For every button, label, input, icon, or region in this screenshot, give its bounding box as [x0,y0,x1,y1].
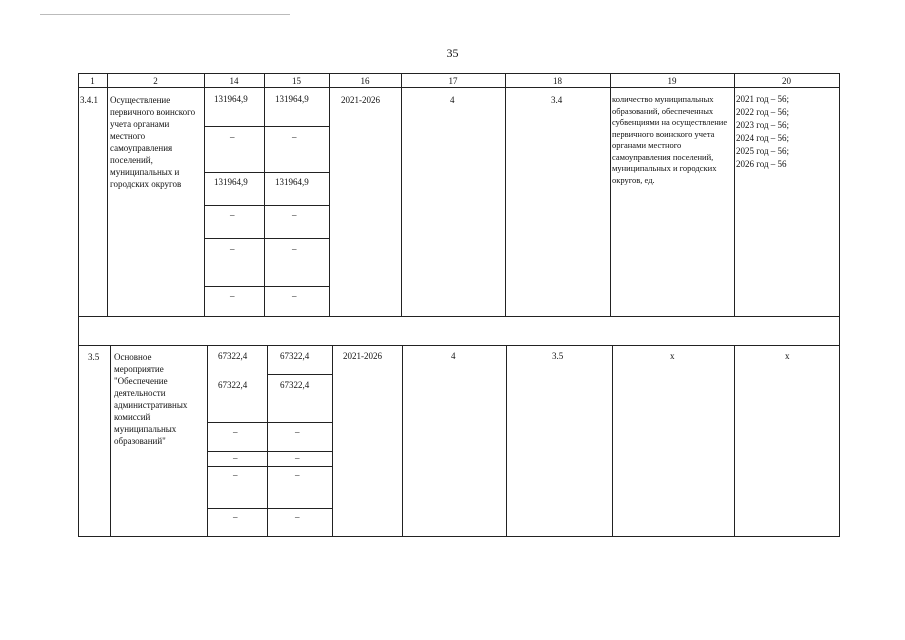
value-line: 2023 год – 56; [736,120,790,130]
col14-value: 131964,9 [214,94,248,104]
header-cell: 1 [90,76,95,86]
col14-value: – [230,291,235,301]
col-divider [612,345,613,537]
subrow-line [204,172,330,173]
col14-value: – [233,427,238,437]
col15-value: – [295,453,300,463]
col18-value: 3.5 [552,351,564,361]
col-divider [401,73,402,317]
col18-value: 3.4 [551,95,563,105]
col-divider [107,73,108,317]
value-line: 2024 год – 56; [736,133,790,143]
header-cell: 2 [153,76,158,86]
header-cell: 17 [448,76,458,86]
col14-value: – [230,210,235,220]
col14-value: 131964,9 [214,177,248,187]
row-name: Осуществление первичного воинского учета органами местного самоуправления поселений, муниципальных и городских округов [110,95,196,189]
col-divider [734,73,735,317]
col-divider [734,345,735,537]
col14-value: 67322,4 [218,351,248,361]
col15-value: 67322,4 [280,351,310,361]
row-id: 3.4.1 [80,95,98,105]
col14-value: 67322,4 [218,380,248,390]
subrow-line [204,205,330,206]
indicator-text: количество муниципальных образований, обеспеченных субвенциями на осуществление первичного воинского учета органами местного самоуправления поселений, муниципальных и городских округов, ед. [612,94,728,185]
scan-artifact-line [40,14,290,15]
table-border-top [78,73,840,74]
value-line: 2021 год – 56; [736,94,790,104]
period: 2021-2026 [341,95,380,105]
col20-value: x [785,351,790,361]
header-cell: 20 [782,76,791,86]
subrow-line [204,286,330,287]
page-number: 35 [446,46,459,60]
subrow-line [204,126,330,127]
col17-value: 4 [450,95,455,105]
value-line: 2026 год – 56 [736,159,787,169]
subrow-line [267,374,333,375]
col-divider [506,345,507,537]
row-id: 3.5 [88,352,100,362]
col-divider [110,345,111,537]
col15-value: – [295,427,300,437]
col14-value: – [233,512,238,522]
col14-value: – [233,453,238,463]
col15-value: – [292,132,297,142]
col14-value: – [233,470,238,480]
table-border-bottom [78,536,840,537]
subrow-line [207,422,333,423]
header-cell: 16 [360,76,370,86]
header-cell: 14 [229,76,239,86]
col14-value: – [230,244,235,254]
table-border-row1-bottom [78,316,840,317]
col17-value: 4 [451,351,456,361]
row-name: Основное мероприятие "Обеспечение деятельности административных комиссий муниципальных образований" [114,352,188,446]
col-divider [505,73,506,317]
table-border-left [78,73,79,537]
col15-value: 131964,9 [275,177,309,187]
value-line: 2025 год – 56; [736,146,790,156]
col19-value: x [670,351,675,361]
subrow-line [204,238,330,239]
col15-value: 67322,4 [280,380,310,390]
col-divider [402,345,403,537]
table-border-header-bottom [78,87,840,88]
col-divider [264,73,265,317]
col15-value: – [292,244,297,254]
col-divider [610,73,611,317]
value-line: 2022 год – 56; [736,107,790,117]
col14-value: – [230,132,235,142]
header-cell: 15 [292,76,301,86]
subrow-line [207,466,333,467]
header-cell: 18 [553,76,562,86]
header-cell: 19 [667,76,677,86]
col-divider [204,73,205,317]
subrow-line [207,451,333,452]
col15-value: – [295,512,300,522]
col-divider [329,73,330,317]
col15-value: – [292,210,297,220]
col15-value: – [295,470,300,480]
col15-value: 131964,9 [275,94,309,104]
table-border-spacer-bottom [78,345,840,346]
col15-value: – [292,291,297,301]
period: 2021-2026 [343,351,382,361]
subrow-line [207,508,333,509]
table-border-right [839,73,840,537]
